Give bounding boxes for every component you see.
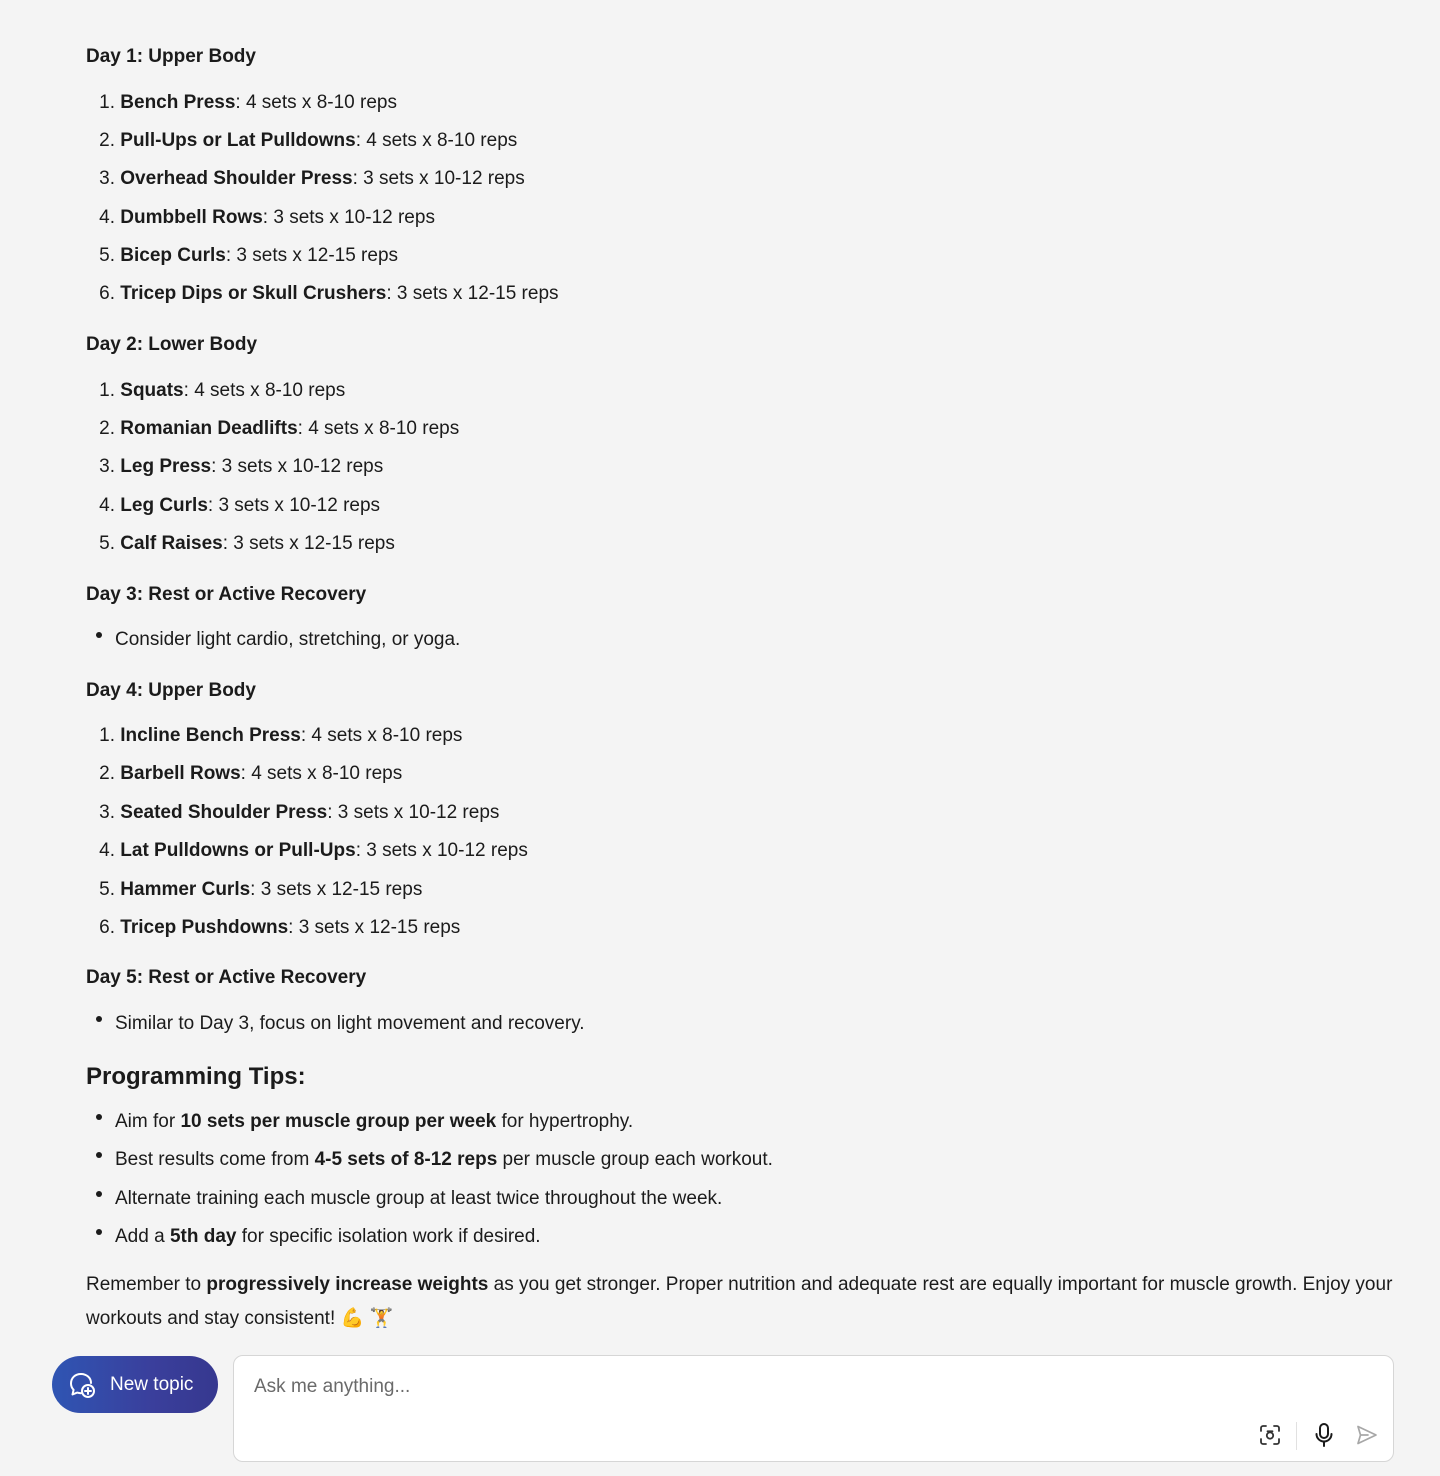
list-item: 3. Overhead Shoulder Press: 3 sets x 10-12 reps [99, 168, 525, 189]
day-2-heading: Day 2: Lower Body [86, 334, 258, 355]
list-item: 1. Squats: 4 sets x 8-10 reps [99, 380, 346, 401]
list-item: 2. Barbell Rows: 4 sets x 8-10 reps [99, 763, 403, 784]
day-1-heading: Day 1: Upper Body [86, 46, 256, 67]
list-item: Similar to Day 3, focus on light movement and recovery. [115, 1013, 585, 1034]
microphone-icon[interactable] [1311, 1422, 1337, 1448]
list-item: 6. Tricep Dips or Skull Crushers: 3 sets x 12-15 reps [99, 283, 559, 304]
message-input[interactable] [252, 1370, 1356, 1404]
list-item: 1. Incline Bench Press: 4 sets x 8-10 reps [99, 725, 463, 746]
day-3-heading: Day 3: Rest or Active Recovery [86, 584, 367, 605]
new-topic-button[interactable] [52, 1356, 218, 1413]
list-item: 4. Lat Pulldowns or Pull-Ups: 3 sets x 10-12 reps [99, 840, 528, 861]
new-topic-label: New topic [110, 1373, 194, 1395]
list-item: 3. Leg Press: 3 sets x 10-12 reps [99, 456, 384, 477]
toolbar-divider [1296, 1422, 1297, 1450]
list-item: Alternate training each muscle group at least twice throughout the week. [115, 1188, 723, 1209]
camera-scan-icon[interactable] [1257, 1422, 1283, 1448]
day-5-heading: Day 5: Rest or Active Recovery [86, 967, 367, 988]
list-item: Consider light cardio, stretching, or yoga. [115, 629, 461, 650]
closing-paragraph: Remember to progressively increase weights as you get stronger. Proper nutrition and adequate rest are equally important for muscle growth. Enjoy your workouts and stay consistent! 💪 🏋️ [86, 1274, 1393, 1329]
list-item: 2. Pull-Ups or Lat Pulldowns: 4 sets x 8-10 reps [99, 130, 518, 151]
list-item: Best results come from 4-5 sets of 8-12 reps per muscle group each workout. [115, 1149, 773, 1170]
list-item: 4. Dumbbell Rows: 3 sets x 10-12 reps [99, 207, 435, 228]
list-item: Add a 5th day for specific isolation work if desired. [115, 1226, 541, 1247]
list-item: 5. Calf Raises: 3 sets x 12-15 reps [99, 533, 395, 554]
chat-plus-icon [68, 1371, 96, 1399]
send-icon[interactable] [1354, 1422, 1380, 1448]
list-item: 2. Romanian Deadlifts: 4 sets x 8-10 reps [99, 418, 460, 439]
chat-composer [233, 1355, 1394, 1462]
list-item: 4. Leg Curls: 3 sets x 10-12 reps [99, 495, 381, 516]
programming-tips-title: Programming Tips: [86, 1063, 306, 1090]
list-item: 3. Seated Shoulder Press: 3 sets x 10-12 reps [99, 802, 500, 823]
list-item: Aim for 10 sets per muscle group per week for hypertrophy. [115, 1111, 634, 1132]
list-item: 1. Bench Press: 4 sets x 8-10 reps [99, 92, 397, 113]
list-item: 5. Hammer Curls: 3 sets x 12-15 reps [99, 879, 423, 900]
list-item: 6. Tricep Pushdowns: 3 sets x 12-15 reps [99, 917, 461, 938]
list-item: 5. Bicep Curls: 3 sets x 12-15 reps [99, 245, 399, 266]
day-4-heading: Day 4: Upper Body [86, 680, 256, 701]
